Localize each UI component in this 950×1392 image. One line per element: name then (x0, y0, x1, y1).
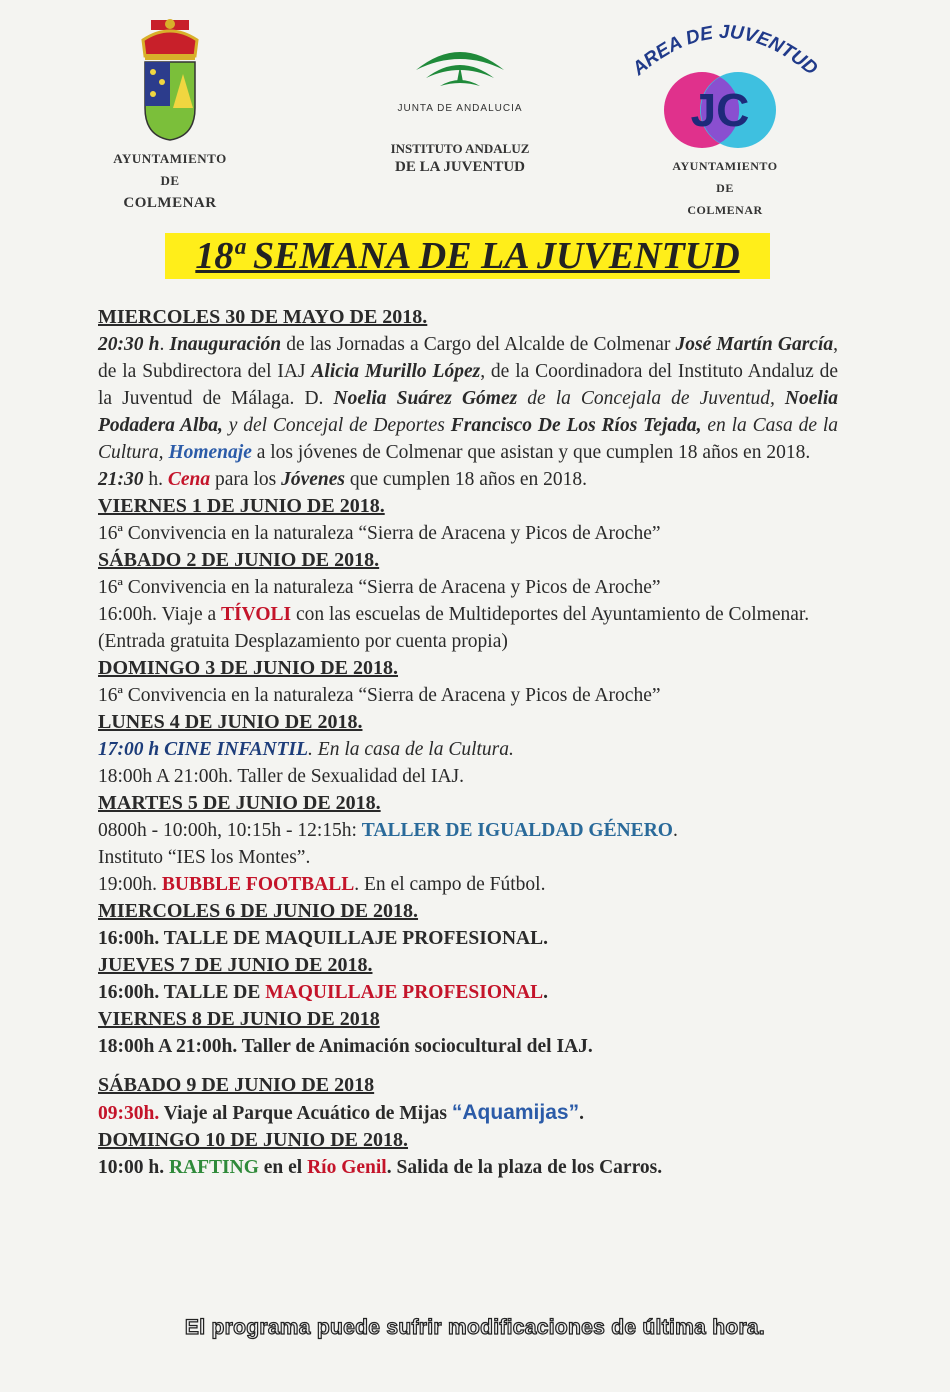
person-name: José Martín García (675, 334, 834, 355)
rio-genil-highlight: Río Genil (307, 1157, 387, 1178)
event-paragraph (98, 601, 838, 655)
area-juventud-logo-icon (610, 10, 840, 150)
event-line (98, 1099, 838, 1127)
left-caption-line: AYUNTAMIENTO (113, 151, 227, 166)
event-line: 16:00h. TALLE DE MAQUILLAJE PROFESIONAL. (98, 928, 549, 949)
text-span: 16:00h. Viaje a (98, 604, 222, 625)
day-heading: SÁBADO 9 DE JUNIO DE 2018 (98, 1074, 375, 1096)
event-line (98, 871, 838, 898)
text-span: . En la casa de la Cultura. (308, 739, 514, 760)
day-heading: MIERCOLES 6 DE JUNIO DE 2018. (98, 900, 419, 922)
text-span: a los jóvenes de Colmenar que asistan y que cumplen 18 años en 2018. (251, 442, 811, 463)
event-highlight: Jóvenes (281, 469, 345, 490)
text-span: , de la Coordinadora del Instituto Andaluz de la Juventud de Málaga. D. (98, 361, 838, 409)
colmenar-crest-icon (135, 18, 205, 143)
page-title: 18ª SEMANA DE LA JUVENTUD (195, 235, 740, 277)
text-span: en la Casa de la Cultura, (98, 415, 839, 463)
event-line: 16ª Convivencia en la naturaleza “Sierra de Aracena y Picos de Aroche” (98, 523, 661, 544)
text-span: . (159, 334, 170, 355)
event-time: 21:30 (98, 469, 144, 490)
person-name: Noelia Podadera Alba, (98, 388, 838, 436)
junta-logo-block (370, 40, 550, 176)
svg-text:AREA DE JUVENTUD (628, 22, 822, 80)
day-heading: SÁBADO 2 DE JUNIO DE 2018. (98, 549, 380, 571)
person-name: Alicia Murillo López (311, 361, 481, 382)
text-span: h. (143, 469, 168, 490)
left-caption (90, 148, 250, 214)
person-name: Francisco De Los Ríos Tejada, (450, 415, 702, 436)
event-line (98, 1033, 838, 1060)
jc-letters: JC (690, 84, 750, 136)
text-span: 16:00h. TALLE DE (98, 982, 266, 1003)
text-span: . En el campo de Fútbol. (354, 874, 546, 895)
event-time: 17:00 h (98, 739, 165, 760)
colmenar-crest-block (90, 18, 250, 214)
event-line: 16ª Convivencia en la naturaleza “Sierra de Aracena y Picos de Aroche” (98, 685, 661, 706)
event-line (98, 466, 838, 493)
cena-highlight: Cena (167, 469, 211, 490)
text-span: . (587, 1036, 593, 1057)
rafting-highlight: RAFTING (168, 1157, 259, 1178)
right-caption-line: AYUNTAMIENTO (672, 159, 778, 173)
event-time: 09:30h. (98, 1103, 160, 1124)
text-span: . (672, 820, 678, 841)
event-line: Instituto “IES los Montes”. (98, 847, 311, 868)
day-heading: MIERCOLES 30 DE MAYO DE 2018. (98, 306, 428, 328)
event-line: 16ª Convivencia en la naturaleza “Sierra de Aracena y Picos de Aroche” (98, 577, 661, 598)
title-banner (165, 233, 770, 279)
right-caption (610, 155, 840, 221)
junta-andalucia-logo-icon (410, 40, 510, 96)
event-line (98, 817, 838, 844)
text-span: de la Concejala de Juventud, (517, 388, 785, 409)
text-span: que cumplen 18 años en 2018. (344, 469, 588, 490)
left-caption-line: COLMENAR (123, 195, 217, 211)
day-heading: DOMINGO 10 DE JUNIO DE 2018. (98, 1129, 409, 1151)
program-content (98, 304, 838, 1181)
text-span: . Salida de la plaza de los Carros. (386, 1157, 663, 1178)
text-span: en el (258, 1157, 308, 1178)
right-caption-line: COLMENAR (687, 203, 763, 217)
text-span: y del Concejal de Deportes (222, 415, 451, 436)
event-line (98, 736, 838, 763)
text-span: con las escuelas de Multideportes del Ayuntamiento de Colmenar. (Entrada gratuita Desplazamiento por cuenta propia) (98, 604, 810, 652)
text-span: 18:00h A 21:00h. Taller de Animación sociocultural del (98, 1036, 557, 1057)
text-span: IAJ (556, 1036, 588, 1057)
maquillaje-highlight: MAQUILLAJE PROFESIONAL (265, 982, 544, 1003)
event-paragraph (98, 331, 838, 466)
day-heading: LUNES 4 DE JUNIO DE 2018. (98, 711, 363, 733)
mid-caption-line: INSTITUTO ANDALUZ (390, 141, 530, 156)
day-heading: MARTES 5 DE JUNIO DE 2018. (98, 792, 381, 814)
text-span: para los (210, 469, 282, 490)
text-span: 19:00h. (98, 874, 162, 895)
mid-caption (370, 140, 550, 176)
left-caption-line: DE (160, 173, 180, 188)
text-span: Viaje al Parque Acuático de Mijas (159, 1103, 452, 1124)
day-heading: JUEVES 7 DE JUNIO DE 2018. (98, 954, 373, 976)
event-time: 10:00 h. (98, 1157, 169, 1178)
day-heading: VIERNES 1 DE JUNIO DE 2018. (98, 495, 385, 517)
footer-note: El programa puede sufrir modificaciones de última hora. (184, 1316, 766, 1339)
taller-igualdad-highlight: TALLER DE IGUALDAD GÉNERO (361, 820, 673, 841)
person-name: Noelia Suárez Gómez (333, 388, 518, 409)
junta-logo-text: JUNTA DE ANDALUCIA (397, 103, 523, 114)
mid-caption-line: DE LA JUVENTUD (394, 159, 526, 175)
event-line (98, 979, 838, 1006)
homenaje-highlight: Homenaje (168, 442, 252, 463)
event-highlight: Inauguración (169, 334, 282, 355)
area-juventud-arc-text: AREA DE JUVENTUD (628, 21, 822, 80)
text-span: . (543, 982, 549, 1003)
right-caption-line: DE (716, 181, 734, 195)
event-line (98, 1154, 838, 1181)
text-span: , de la Subdirectora del IAJ (98, 334, 838, 382)
day-heading: VIERNES 8 DE JUNIO DE 2018 (98, 1008, 380, 1030)
event-line: 18:00h A 21:00h. Taller de Sexualidad del IAJ. (98, 766, 465, 787)
cine-highlight: CINE INFANTIL (164, 739, 309, 760)
bubble-football-highlight: BUBBLE FOOTBALL (161, 874, 355, 895)
area-juventud-block (610, 10, 840, 221)
event-time: 20:30 h (98, 334, 160, 355)
aquamijas-highlight: “Aquamijas” (451, 1101, 580, 1124)
tivoli-highlight: TÍVOLI (221, 604, 292, 625)
day-heading: DOMINGO 3 DE JUNIO DE 2018. (98, 657, 399, 679)
text-span: . (579, 1103, 584, 1124)
text-span: 0800h - 10:00h, 10:15h - 12:15h: (98, 820, 362, 841)
text-span: de las Jornadas a Cargo del Alcalde de Colmenar (281, 334, 676, 355)
